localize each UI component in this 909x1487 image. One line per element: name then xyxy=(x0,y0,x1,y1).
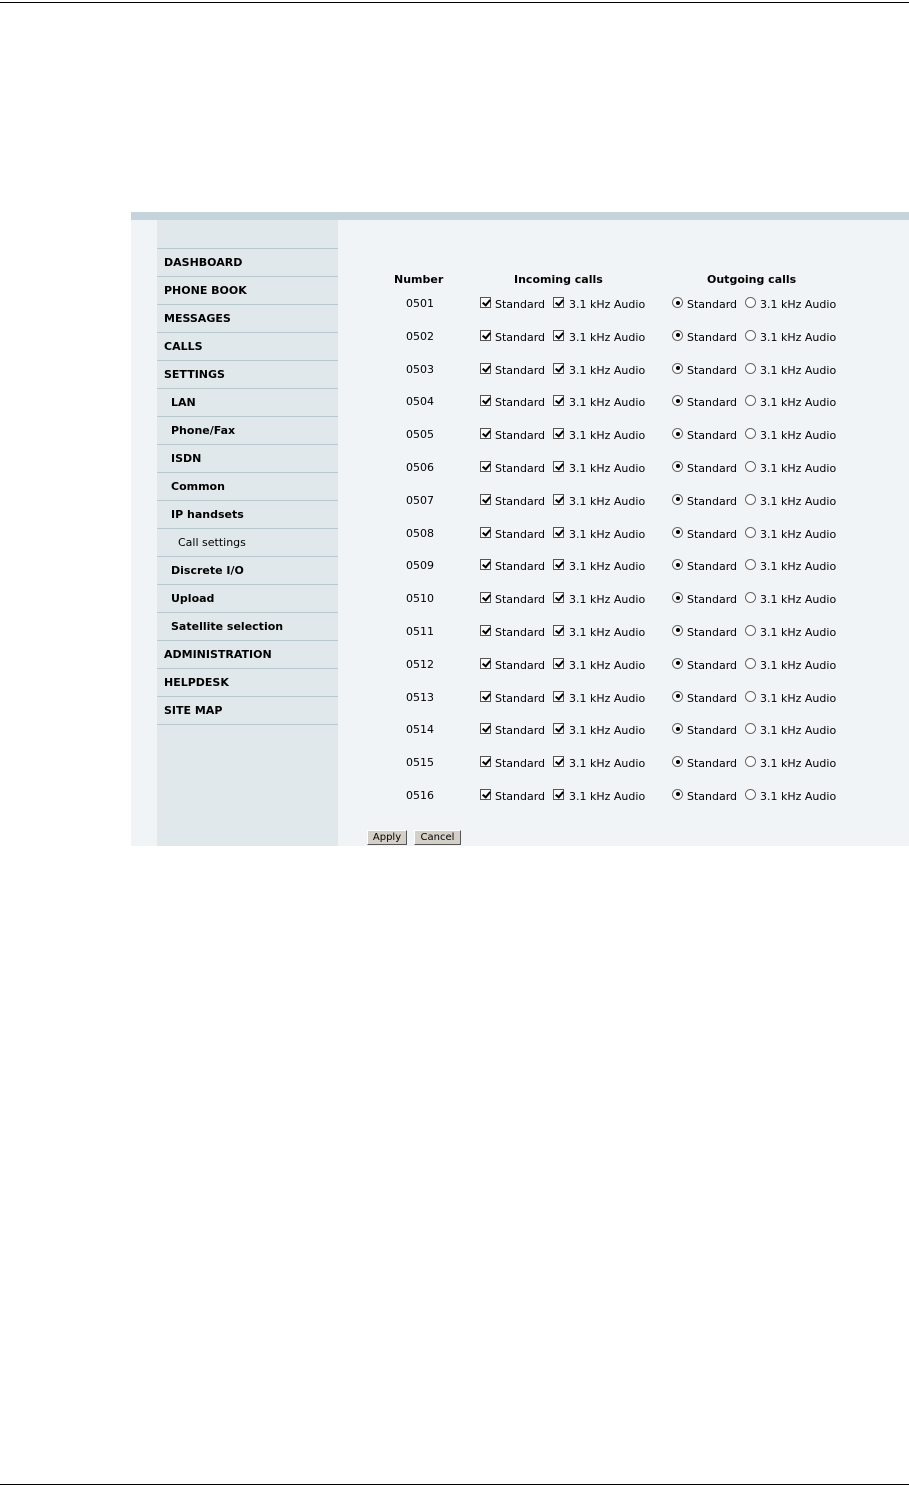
sidebar-item-ip-handsets[interactable]: IP handsets xyxy=(157,500,338,528)
outgoing-audio-radio[interactable] xyxy=(745,625,756,636)
outgoing-audio-radio[interactable] xyxy=(745,461,756,472)
incoming-standard-label: Standard xyxy=(495,429,546,443)
outgoing-audio-radio[interactable] xyxy=(745,789,756,800)
outgoing-audio-radio[interactable] xyxy=(745,592,756,603)
table-row xyxy=(338,292,909,325)
table-row xyxy=(338,653,909,686)
outgoing-audio-label: 3.1 kHz Audio xyxy=(760,625,837,639)
table-row xyxy=(338,686,909,719)
incoming-standard-checkbox[interactable] xyxy=(480,363,491,374)
incoming-audio-checkbox[interactable] xyxy=(553,527,564,538)
outgoing-standard-label: Standard xyxy=(687,757,738,771)
row-number: 0505 xyxy=(406,428,434,442)
outgoing-standard-radio[interactable] xyxy=(672,658,683,669)
outgoing-audio-radio[interactable] xyxy=(745,527,756,538)
incoming-audio-label: 3.1 kHz Audio xyxy=(569,625,646,639)
incoming-audio-checkbox[interactable] xyxy=(553,297,564,308)
outgoing-audio-label: 3.1 kHz Audio xyxy=(760,789,837,803)
sidebar-item-messages[interactable]: MESSAGES xyxy=(157,304,338,332)
incoming-standard-label: Standard xyxy=(495,494,546,508)
incoming-standard-label: Standard xyxy=(495,560,546,574)
outgoing-standard-label: Standard xyxy=(687,429,738,443)
table-row xyxy=(338,358,909,391)
outgoing-standard-radio[interactable] xyxy=(672,756,683,767)
sidebar-item-satellite-selection[interactable]: Satellite selection xyxy=(157,612,338,640)
frame-top-bar xyxy=(131,212,909,220)
incoming-standard-checkbox[interactable] xyxy=(480,330,491,341)
column-header-incoming: Incoming calls xyxy=(514,273,603,286)
row-number: 0504 xyxy=(406,395,434,409)
outgoing-standard-label: Standard xyxy=(687,396,738,410)
outgoing-audio-radio[interactable] xyxy=(745,559,756,570)
outgoing-audio-radio[interactable] xyxy=(745,363,756,374)
outgoing-standard-label: Standard xyxy=(687,298,738,311)
row-number: 0507 xyxy=(406,493,434,507)
sidebar-item-common[interactable]: Common xyxy=(157,472,338,500)
incoming-audio-checkbox[interactable] xyxy=(553,625,564,636)
outgoing-standard-radio[interactable] xyxy=(672,592,683,603)
outgoing-standard-radio[interactable] xyxy=(672,363,683,374)
incoming-audio-checkbox[interactable] xyxy=(553,428,564,439)
incoming-standard-checkbox[interactable] xyxy=(480,625,491,636)
outgoing-standard-label: Standard xyxy=(687,560,738,574)
table-row xyxy=(338,390,909,423)
incoming-standard-checkbox[interactable] xyxy=(480,592,491,603)
incoming-audio-label: 3.1 kHz Audio xyxy=(569,757,646,771)
outgoing-audio-radio[interactable] xyxy=(745,494,756,505)
sidebar-item-dashboard[interactable]: DASHBOARD xyxy=(157,248,338,276)
sidebar-item-lan[interactable]: LAN xyxy=(157,388,338,416)
table-row xyxy=(338,718,909,751)
incoming-standard-label: Standard xyxy=(495,593,546,607)
outgoing-audio-label: 3.1 kHz Audio xyxy=(760,593,837,607)
table-row xyxy=(338,620,909,653)
outgoing-standard-label: Standard xyxy=(687,691,738,705)
outgoing-audio-radio[interactable] xyxy=(745,658,756,669)
incoming-standard-label: Standard xyxy=(495,691,546,705)
apply-button[interactable]: Apply xyxy=(367,830,407,845)
outgoing-standard-radio[interactable] xyxy=(672,461,683,472)
incoming-standard-checkbox[interactable] xyxy=(480,789,491,800)
outgoing-audio-label: 3.1 kHz Audio xyxy=(760,658,837,672)
sidebar-item-discrete-i-o[interactable]: Discrete I/O xyxy=(157,556,338,584)
outgoing-standard-label: Standard xyxy=(687,724,738,738)
incoming-standard-checkbox[interactable] xyxy=(480,658,491,669)
web-interface-frame xyxy=(131,212,909,846)
incoming-audio-label: 3.1 kHz Audio xyxy=(569,461,646,475)
table-row xyxy=(338,784,909,817)
outgoing-audio-label: 3.1 kHz Audio xyxy=(760,724,837,738)
outgoing-audio-label: 3.1 kHz Audio xyxy=(760,396,837,410)
incoming-standard-checkbox[interactable] xyxy=(480,428,491,439)
outgoing-audio-label: 3.1 kHz Audio xyxy=(760,429,837,443)
outgoing-standard-label: Standard xyxy=(687,625,738,639)
outgoing-audio-radio[interactable] xyxy=(745,428,756,439)
incoming-standard-label: Standard xyxy=(495,298,546,311)
page-top-rule xyxy=(0,2,909,3)
outgoing-standard-radio[interactable] xyxy=(672,691,683,702)
sidebar-divider xyxy=(157,724,338,725)
row-number: 0508 xyxy=(406,526,434,540)
sidebar-item-administration[interactable]: ADMINISTRATION xyxy=(157,640,338,668)
incoming-audio-label: 3.1 kHz Audio xyxy=(569,691,646,705)
incoming-standard-checkbox[interactable] xyxy=(480,494,491,505)
sidebar-item-isdn[interactable]: ISDN xyxy=(157,444,338,472)
incoming-audio-label: 3.1 kHz Audio xyxy=(569,396,646,410)
outgoing-standard-radio[interactable] xyxy=(672,559,683,570)
incoming-audio-label: 3.1 kHz Audio xyxy=(569,593,646,607)
cancel-button[interactable]: Cancel xyxy=(414,830,461,845)
row-number: 0514 xyxy=(406,723,434,737)
outgoing-standard-radio[interactable] xyxy=(672,723,683,734)
table-row xyxy=(338,456,909,489)
outgoing-standard-label: Standard xyxy=(687,461,738,475)
sidebar-item-calls[interactable]: CALLS xyxy=(157,332,338,360)
incoming-audio-label: 3.1 kHz Audio xyxy=(569,658,646,672)
incoming-audio-label: 3.1 kHz Audio xyxy=(569,494,646,508)
incoming-standard-label: Standard xyxy=(495,658,546,672)
incoming-audio-label: 3.1 kHz Audio xyxy=(569,560,646,574)
outgoing-standard-radio[interactable] xyxy=(672,428,683,439)
incoming-audio-label: 3.1 kHz Audio xyxy=(569,527,646,541)
incoming-standard-checkbox[interactable] xyxy=(480,527,491,538)
incoming-audio-checkbox[interactable] xyxy=(553,330,564,341)
outgoing-audio-radio[interactable] xyxy=(745,297,756,308)
table-row xyxy=(338,587,909,620)
incoming-standard-label: Standard xyxy=(495,396,546,410)
outgoing-audio-radio[interactable] xyxy=(745,395,756,406)
sidebar-item-phone-book[interactable]: PHONE BOOK xyxy=(157,276,338,304)
sidebar-item-upload[interactable]: Upload xyxy=(157,584,338,612)
row-number: 0513 xyxy=(406,690,434,704)
table-row xyxy=(338,325,909,358)
incoming-standard-checkbox[interactable] xyxy=(480,723,491,734)
incoming-standard-checkbox[interactable] xyxy=(480,691,491,702)
outgoing-standard-radio[interactable] xyxy=(672,330,683,341)
incoming-standard-checkbox[interactable] xyxy=(480,461,491,472)
table-row xyxy=(338,489,909,522)
incoming-audio-label: 3.1 kHz Audio xyxy=(569,724,646,738)
incoming-audio-checkbox[interactable] xyxy=(553,723,564,734)
outgoing-standard-label: Standard xyxy=(687,789,738,803)
sidebar-item-site-map[interactable]: SITE MAP xyxy=(157,696,338,724)
outgoing-standard-label: Standard xyxy=(687,658,738,672)
sidebar-item-phone-fax[interactable]: Phone/Fax xyxy=(157,416,338,444)
incoming-standard-label: Standard xyxy=(495,724,546,738)
outgoing-standard-label: Standard xyxy=(687,363,738,377)
row-number: 0515 xyxy=(406,756,434,770)
row-number: 0509 xyxy=(406,559,434,573)
outgoing-audio-label: 3.1 kHz Audio xyxy=(760,330,837,344)
column-header-outgoing: Outgoing calls xyxy=(707,273,797,286)
outgoing-audio-label: 3.1 kHz Audio xyxy=(760,757,837,771)
row-number: 0512 xyxy=(406,657,434,671)
incoming-audio-label: 3.1 kHz Audio xyxy=(569,789,646,803)
incoming-standard-checkbox[interactable] xyxy=(480,756,491,767)
outgoing-standard-label: Standard xyxy=(687,494,738,508)
outgoing-audio-label: 3.1 kHz Audio xyxy=(760,560,837,574)
incoming-audio-label: 3.1 kHz Audio xyxy=(569,330,646,344)
incoming-standard-checkbox[interactable] xyxy=(480,297,491,308)
incoming-audio-checkbox[interactable] xyxy=(553,658,564,669)
row-number: 0511 xyxy=(406,624,434,638)
outgoing-audio-label: 3.1 kHz Audio xyxy=(760,461,837,475)
incoming-standard-label: Standard xyxy=(495,625,546,639)
outgoing-standard-label: Standard xyxy=(687,330,738,344)
incoming-standard-checkbox[interactable] xyxy=(480,559,491,570)
column-header-number: Number xyxy=(394,273,444,286)
incoming-audio-checkbox[interactable] xyxy=(553,363,564,374)
incoming-standard-label: Standard xyxy=(495,461,546,475)
outgoing-audio-label: 3.1 kHz Audio xyxy=(760,298,837,311)
sidebar-item-settings[interactable]: SETTINGS xyxy=(157,360,338,388)
incoming-audio-label: 3.1 kHz Audio xyxy=(569,429,646,443)
row-number: 0506 xyxy=(406,460,434,474)
table-row xyxy=(338,554,909,587)
outgoing-standard-label: Standard xyxy=(687,527,738,541)
outgoing-standard-radio[interactable] xyxy=(672,625,683,636)
sidebar-nav xyxy=(157,248,338,725)
row-number: 0501 xyxy=(406,297,434,310)
table-row xyxy=(338,423,909,456)
outgoing-standard-radio[interactable] xyxy=(672,527,683,538)
page-bottom-rule xyxy=(0,1484,909,1485)
outgoing-audio-label: 3.1 kHz Audio xyxy=(760,527,837,541)
incoming-audio-checkbox[interactable] xyxy=(553,395,564,406)
outgoing-audio-radio[interactable] xyxy=(745,756,756,767)
outgoing-standard-radio[interactable] xyxy=(672,297,683,308)
incoming-standard-label: Standard xyxy=(495,757,546,771)
outgoing-audio-label: 3.1 kHz Audio xyxy=(760,691,837,705)
sidebar xyxy=(157,220,338,846)
outgoing-standard-radio[interactable] xyxy=(672,789,683,800)
outgoing-standard-radio[interactable] xyxy=(672,494,683,505)
outgoing-standard-radio[interactable] xyxy=(672,395,683,406)
incoming-audio-checkbox[interactable] xyxy=(553,592,564,603)
incoming-standard-label: Standard xyxy=(495,789,546,803)
call-settings-table xyxy=(338,292,909,817)
outgoing-standard-label: Standard xyxy=(687,593,738,607)
incoming-audio-checkbox[interactable] xyxy=(553,789,564,800)
incoming-audio-checkbox[interactable] xyxy=(553,461,564,472)
incoming-standard-checkbox[interactable] xyxy=(480,395,491,406)
incoming-standard-label: Standard xyxy=(495,363,546,377)
sidebar-item-call-settings[interactable]: Call settings xyxy=(157,528,338,556)
outgoing-audio-radio[interactable] xyxy=(745,330,756,341)
incoming-audio-checkbox[interactable] xyxy=(553,756,564,767)
row-number: 0510 xyxy=(406,592,434,606)
incoming-audio-label: 3.1 kHz Audio xyxy=(569,363,646,377)
row-number: 0503 xyxy=(406,362,434,376)
table-row xyxy=(338,522,909,555)
row-number: 0502 xyxy=(406,329,434,343)
sidebar-item-helpdesk[interactable]: HELPDESK xyxy=(157,668,338,696)
row-number: 0516 xyxy=(406,788,434,802)
incoming-audio-checkbox[interactable] xyxy=(553,691,564,702)
incoming-audio-label: 3.1 kHz Audio xyxy=(569,298,646,311)
outgoing-audio-radio[interactable] xyxy=(745,723,756,734)
outgoing-audio-label: 3.1 kHz Audio xyxy=(760,494,837,508)
table-row xyxy=(338,751,909,784)
incoming-audio-checkbox[interactable] xyxy=(553,559,564,570)
call-settings-panel xyxy=(338,220,909,846)
incoming-audio-checkbox[interactable] xyxy=(553,494,564,505)
incoming-standard-label: Standard xyxy=(495,527,546,541)
outgoing-audio-radio[interactable] xyxy=(745,691,756,702)
outgoing-audio-label: 3.1 kHz Audio xyxy=(760,363,837,377)
incoming-standard-label: Standard xyxy=(495,330,546,344)
